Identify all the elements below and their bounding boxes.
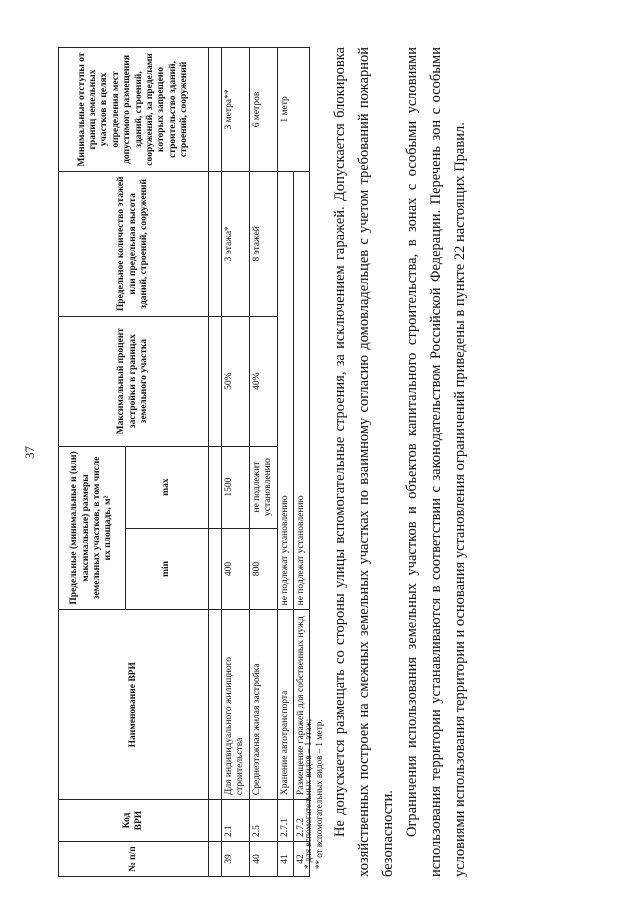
cell-setback: 6 метров xyxy=(249,48,277,172)
header-num: № п/п xyxy=(59,842,209,877)
cell-min: 400 xyxy=(222,528,250,610)
footnote: ** от вспомогательных видов – 1 метр. xyxy=(314,719,325,869)
footnote: * для вспомогательных видов – 1 этаж; xyxy=(303,718,313,869)
cell-num: 39 xyxy=(222,842,250,877)
table-row xyxy=(249,48,277,877)
cell-setback: 3 метра** xyxy=(222,48,250,172)
paragraph: Не допускается размещать со стороны улицы вспомогательные строения, за исключением гаражей. Допускается блокировка хозяйственных построек на смежных земельных участках по взаимному согласию домовладельцев с учетом требований пожарной безопасности. xyxy=(332,47,396,877)
table-header-row xyxy=(59,48,126,877)
header-max: max xyxy=(126,446,209,528)
cell-code: 2.1 xyxy=(222,800,250,842)
cell-merged: не подлежат установлению xyxy=(293,171,309,609)
cell-code: 2.7.1 xyxy=(277,800,293,842)
table-row xyxy=(277,48,293,877)
page-number: 37 xyxy=(22,446,37,459)
cell-code: 2.5 xyxy=(249,800,277,842)
cell-num: 41 xyxy=(277,842,293,877)
table-spacer-row xyxy=(209,48,222,877)
cell-code: 2.7.2 xyxy=(293,800,309,842)
cell-name: Размещение гаражей для собственных нужд xyxy=(293,610,309,800)
table-row xyxy=(222,48,250,877)
cell-floors: 8 этажей xyxy=(249,171,277,316)
vri-table xyxy=(58,47,310,877)
header-floors: Предельное количество этажей или предельная высота зданий, строений, сооружений xyxy=(59,171,209,316)
cell-percent: 50% xyxy=(222,316,250,446)
header-setback: Минимальные отступы от границ земельных участков в целях определения мест допустимого размещения зданий, строений, сооружений, за пределами которых запрещено строительство зданий, строений, сооружений xyxy=(59,48,209,172)
paragraph: Ограничения использования земельных участков и объектов капитального строительства, в зонах с особыми условиями использования территории устанавливаются в соответствии с законодательством Российской Федерации. Перечень зон с особыми условиями использования территории и основания установления ограничений приведены в пункте 22 настоящих Правил. xyxy=(404,47,468,877)
cell-percent: 40% xyxy=(249,316,277,446)
cell-floors: 3 этажа* xyxy=(222,171,250,316)
cell-max: не подлежит установлению xyxy=(249,446,277,528)
header-code: Код ВРИ xyxy=(59,800,209,842)
header-sizes: Предельные (минимальные и (или) максимальные) размеры земельных участков, в том числе их площадь, м² xyxy=(59,446,126,610)
header-name: Наименование ВРИ xyxy=(59,610,209,800)
header-percent: Максимальный процент застройки в границах земельного участка xyxy=(59,316,209,446)
cell-num: 42 xyxy=(293,842,309,877)
cell-max: 1500 xyxy=(222,446,250,528)
cell-num: 40 xyxy=(249,842,277,877)
header-min: min xyxy=(126,528,209,610)
cell-name: Для индивидуального жилищного строительства xyxy=(222,610,250,800)
cell-min: 800 xyxy=(249,528,277,610)
footnotes xyxy=(303,719,326,869)
cell-name: Среднеэтажная жилая застройка xyxy=(249,610,277,800)
cell-merged: не подлежат установлению xyxy=(277,171,293,609)
cell-name: Хранение автотранспорта xyxy=(277,610,293,800)
body-text xyxy=(328,47,472,877)
cell-setback: 1 метр xyxy=(277,48,310,172)
